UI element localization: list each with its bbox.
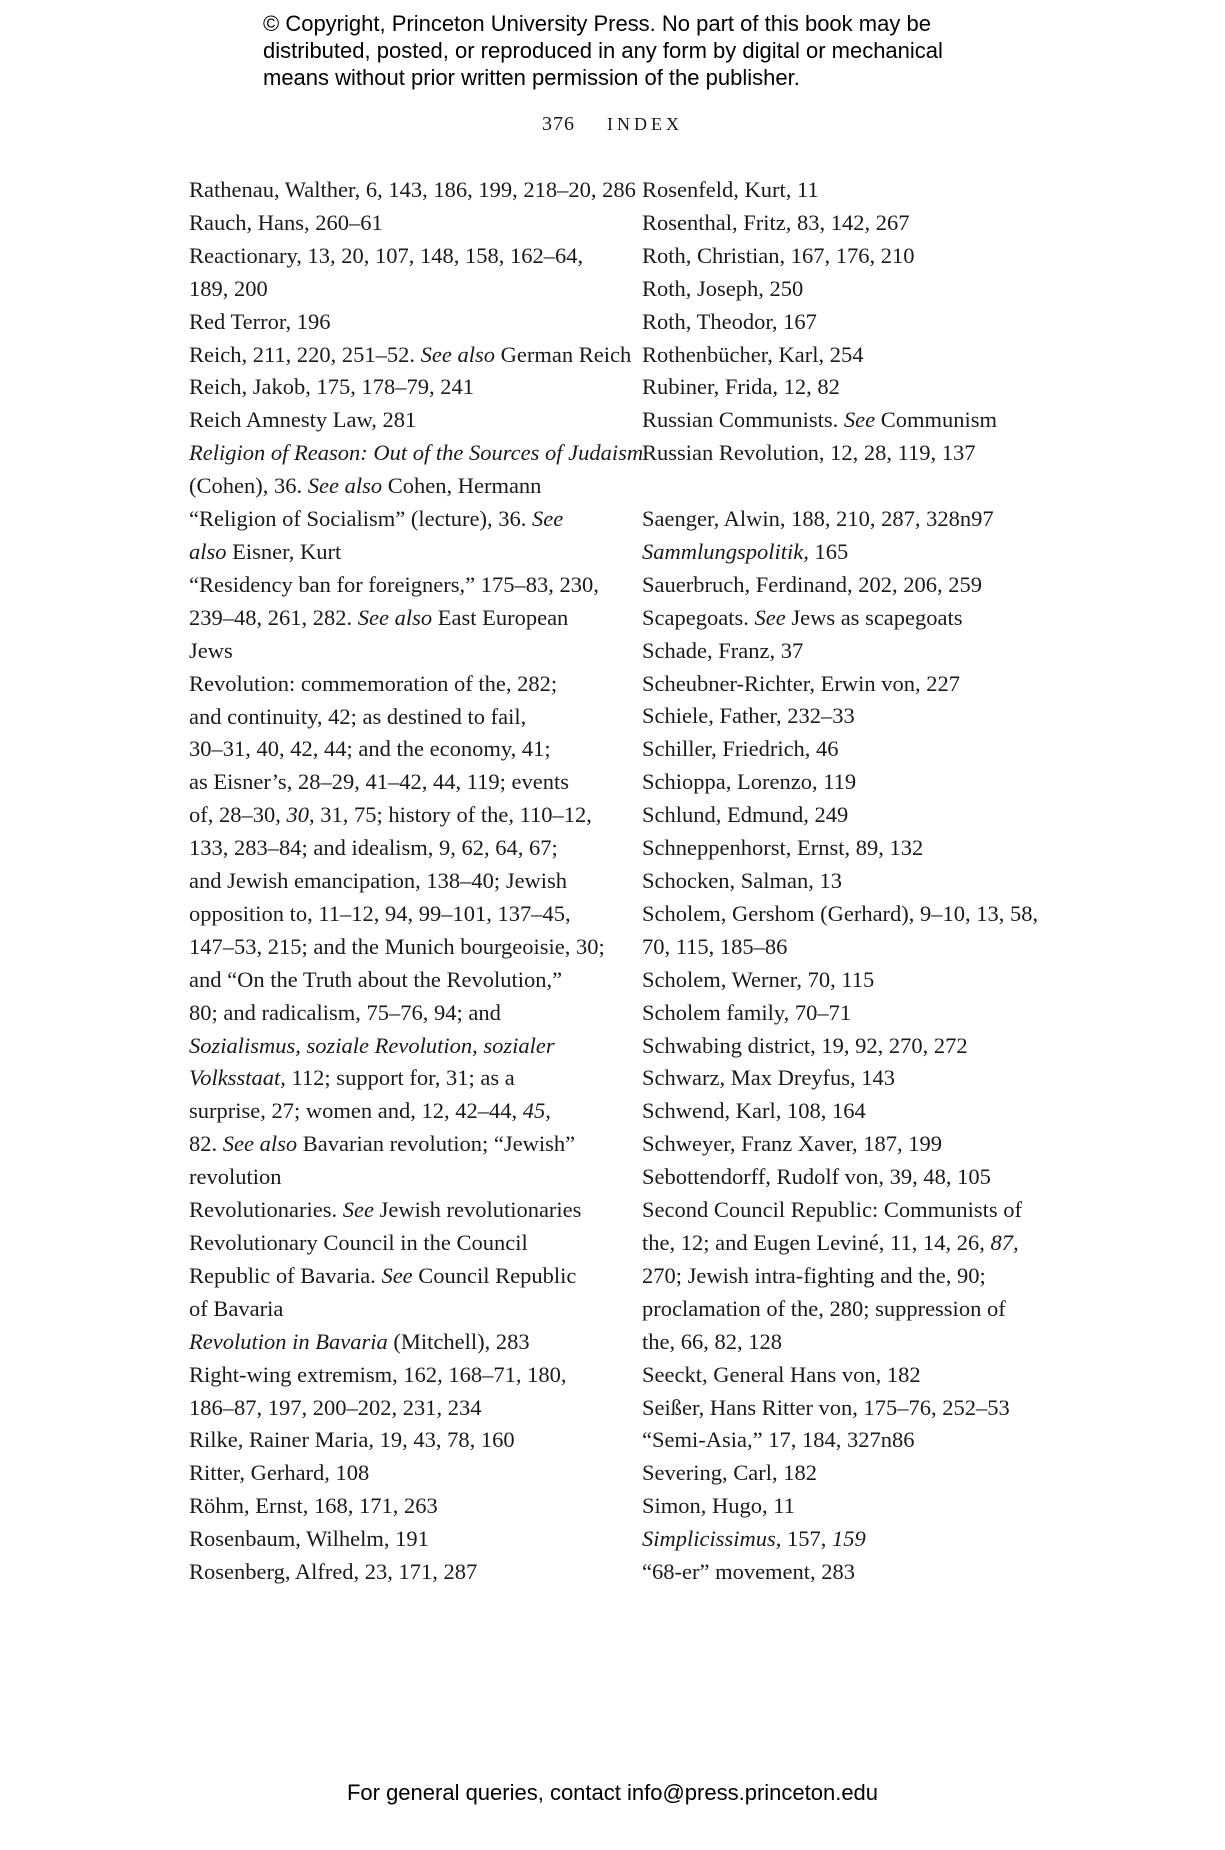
- index-entry: [642, 1392, 1042, 1425]
- entry-text: opposition to, 11–12, 94, 99–101, 137–45,: [189, 900, 571, 926]
- index-entry-line: [189, 339, 632, 372]
- index-entry-line: [642, 240, 1042, 273]
- entry-text: Schwarz, Max Dreyfus, 143: [642, 1065, 896, 1091]
- index-entry: [642, 1161, 1042, 1194]
- entry-text: Eisner, Kurt: [226, 538, 342, 564]
- index-entry-line: [189, 1128, 609, 1161]
- entry-text: Schwend, Karl, 108, 164: [642, 1098, 866, 1124]
- entry-text: 80; and radicalism, 75–76, 94; and: [189, 999, 501, 1025]
- index-entry-line: [189, 207, 609, 240]
- index-entry-line: [642, 766, 1042, 799]
- index-entry-line: [189, 1326, 609, 1359]
- italic-text: Revolution in Bavaria: [189, 1328, 388, 1354]
- entry-text: Saenger, Alwin, 188, 210, 287, 328n97: [642, 506, 994, 532]
- entry-text: Rothenbücher, Karl, 254: [642, 341, 864, 367]
- index-entry: [189, 174, 636, 207]
- entry-text: Sauerbruch, Ferdinand, 202, 206, 259: [642, 571, 982, 597]
- index-entry: [642, 1556, 1042, 1589]
- index-entry: [642, 1424, 1042, 1457]
- index-entry-line: [189, 964, 609, 997]
- index-entry-line: [642, 404, 1042, 437]
- index-entry-line: [642, 1457, 1042, 1490]
- index-entry-line: [642, 174, 1042, 207]
- entry-text: “Residency ban for foreigners,” 175–83, 230,: [189, 571, 599, 597]
- index-entry: [642, 799, 1042, 832]
- entry-text: Cohen, Hermann: [382, 473, 542, 499]
- index-entry-line: [189, 766, 609, 799]
- index-entry-line: [642, 1062, 1042, 1095]
- entry-text: 82.: [189, 1131, 223, 1157]
- entry-text: Scholem, Werner, 70, 115: [642, 966, 875, 992]
- entry-text: surprise, 27; women and, 12, 42–44,: [189, 1098, 523, 1124]
- entry-text: proclamation of the, 280; suppression of: [642, 1295, 1006, 1321]
- index-entry: [642, 371, 1042, 404]
- index-entry-line: [189, 273, 609, 306]
- index-entry-line: [189, 371, 609, 404]
- entry-text: Schweyer, Franz Xaver, 187, 199: [642, 1131, 942, 1157]
- index-entry-line: [189, 733, 609, 766]
- index-entry-line: [189, 668, 609, 701]
- index-entry: [189, 437, 644, 503]
- entry-text: Rosenbaum, Wilhelm, 191: [189, 1526, 429, 1552]
- index-column-left: [189, 174, 644, 1589]
- italic-text: See also: [357, 604, 433, 630]
- entry-text: 189, 200: [189, 275, 268, 301]
- entry-text: 239–48, 261, 282.: [189, 604, 358, 630]
- index-entry: [189, 1424, 609, 1457]
- index-entry-line: [189, 1260, 609, 1293]
- entry-text: Reich, Jakob, 175, 178–79, 241: [189, 374, 474, 400]
- entry-text: Jews: [189, 637, 233, 663]
- italic-text: Religion of Reason: Out of the Sources of Judaism: [189, 440, 644, 466]
- footer-contact: For general queries, contact info@press.princeton.edu: [346, 1780, 879, 1805]
- italic-text: See: [754, 604, 786, 630]
- index-entry-line: [189, 306, 609, 339]
- italic-text: See also: [307, 473, 383, 499]
- entry-text: Revolutionaries.: [189, 1197, 343, 1223]
- index-entry-line: [189, 503, 609, 536]
- italic-text: 45,: [522, 1098, 551, 1124]
- entry-text: Röhm, Ernst, 168, 171, 263: [189, 1493, 438, 1519]
- entry-text: Severing, Carl, 182: [642, 1460, 817, 1486]
- index-entry: [189, 1490, 609, 1523]
- entry-text: Rosenthal, Fritz, 83, 142, 267: [642, 209, 910, 235]
- entry-text: Sebottendorff, Rudolf von, 39, 48, 105: [642, 1164, 991, 1190]
- index-entry-line: [189, 1556, 609, 1589]
- index-entry-line: [642, 273, 1042, 306]
- entry-text: Jewish revolutionaries: [373, 1197, 582, 1223]
- index-entry: [189, 207, 609, 240]
- index-entry-line: [642, 569, 1042, 602]
- index-entry: [642, 1062, 1042, 1095]
- entry-text: 147–53, 215; and the Munich bourgeoisie, 30;: [189, 933, 605, 959]
- index-entry-line: [642, 1392, 1042, 1425]
- italic-text: Sammlungspolitik,: [642, 538, 809, 564]
- entry-text: 157,: [781, 1526, 833, 1552]
- index-entry-line: [189, 1194, 609, 1227]
- index-entry-line: [189, 174, 636, 207]
- entry-text: 112; support for, 31; as a: [285, 1065, 515, 1091]
- index-entry: [642, 569, 1042, 602]
- italic-text: See also: [222, 1131, 298, 1157]
- entry-text: Bavarian revolution; “Jewish”: [297, 1131, 576, 1157]
- index-entry-line: [189, 1293, 609, 1326]
- index-entry-line: [642, 865, 1042, 898]
- index-entry-line: [642, 1227, 1042, 1260]
- letter-group-gap: [642, 470, 1042, 503]
- index-entry-line: [642, 1161, 1042, 1194]
- index-entry: [189, 339, 632, 372]
- index-entry-line: [642, 371, 1042, 404]
- index-entry-line: [642, 339, 1042, 372]
- index-entry: [642, 1095, 1042, 1128]
- entry-text: Russian Communists.: [642, 407, 844, 433]
- index-entry: [642, 635, 1042, 668]
- index-entry-line: [642, 1095, 1042, 1128]
- entry-text: German Reich: [495, 341, 632, 367]
- index-entry-line: [642, 1490, 1042, 1523]
- entry-text: Schneppenhorst, Ernst, 89, 132: [642, 835, 924, 861]
- entry-text: Rosenberg, Alfred, 23, 171, 287: [189, 1559, 478, 1585]
- italic-text: See: [342, 1197, 374, 1223]
- index-entry: [642, 964, 1042, 997]
- index-entry-line: [189, 437, 644, 470]
- index-entry: [642, 207, 1042, 240]
- index-entry-line: [642, 668, 1042, 701]
- entry-text: Schiller, Friedrich, 46: [642, 736, 839, 762]
- entry-text: Scholem, Gershom (Gerhard), 9–10, 13, 58,: [642, 900, 1039, 926]
- index-entry-line: [642, 602, 1042, 635]
- entry-text: the, 12; and Eugen Leviné, 11, 14, 26,: [642, 1229, 991, 1255]
- entry-text: as Eisner’s, 28–29, 41–42, 44, 119; events: [189, 769, 569, 795]
- entry-text: Scapegoats.: [642, 604, 755, 630]
- index-entry-line: [642, 207, 1042, 240]
- index-entry-line: [189, 1424, 609, 1457]
- italic-text: See: [843, 407, 876, 433]
- entry-text: Right-wing extremism, 162, 168–71, 180,: [189, 1361, 567, 1387]
- index-entry-line: [642, 1260, 1042, 1293]
- index-entry-line: [642, 536, 1042, 569]
- index-entry-line: [189, 1359, 609, 1392]
- index-entry-line: [642, 1556, 1042, 1589]
- entry-text: Rosenfeld, Kurt, 11: [642, 177, 819, 202]
- index-entry-line: [642, 1128, 1042, 1161]
- entry-text: 30–31, 40, 42, 44; and the economy, 41;: [189, 736, 551, 762]
- index-entry: [642, 733, 1042, 766]
- index-entry-line: [642, 733, 1042, 766]
- entry-text: Second Council Republic: Communists of: [642, 1197, 1022, 1223]
- section-title: INDEX: [607, 114, 683, 134]
- entry-text: Communism: [875, 407, 998, 433]
- entry-text: Russian Revolution, 12, 28, 119, 137: [642, 440, 976, 466]
- italic-text: 30: [286, 802, 309, 828]
- index-entry-line: [189, 1457, 609, 1490]
- index-entry: [642, 536, 1042, 569]
- entry-text: (Mitchell), 283: [387, 1328, 530, 1354]
- entry-text: “68-er” movement, 283: [642, 1559, 856, 1585]
- entry-text: , 31, 75; history of the, 110–12,: [309, 802, 592, 828]
- entry-text: Schlund, Edmund, 249: [642, 802, 849, 828]
- index-entry: [642, 865, 1042, 898]
- italic-text: also: [189, 538, 227, 564]
- entry-text: Red Terror, 196: [189, 308, 331, 334]
- index-entry: [642, 339, 1042, 372]
- index-entry-line: [189, 1490, 609, 1523]
- entry-text: Republic of Bavaria.: [189, 1262, 382, 1288]
- copyright-notice: [263, 10, 1023, 91]
- index-entry-line: [189, 1227, 609, 1260]
- index-entry: [189, 1227, 609, 1326]
- index-entry-line: [642, 635, 1042, 668]
- italic-text: 159: [832, 1526, 866, 1552]
- copyright-line-2: distributed, posted, or reproduced in any form by digital or mechanical: [263, 38, 943, 63]
- italic-text: Sozialismus, soziale Revolution, sozialer: [189, 1032, 555, 1058]
- entry-text: Reich Amnesty Law, 281: [189, 407, 417, 433]
- entry-text: Revolution: commemoration of the, 282;: [189, 670, 558, 696]
- index-entry-line: [642, 1424, 1042, 1457]
- index-entry-line: [642, 306, 1042, 339]
- index-entry: [189, 1556, 609, 1589]
- index-entry: [642, 832, 1042, 865]
- copyright-line-3: means without prior written permission of the publisher.: [263, 65, 800, 90]
- index-entry: [642, 766, 1042, 799]
- entry-text: Ritter, Gerhard, 108: [189, 1460, 370, 1486]
- italic-text: See: [532, 506, 564, 532]
- index-entry-line: [189, 701, 609, 734]
- entry-text: revolution: [189, 1164, 282, 1190]
- index-entry-line: [189, 470, 609, 503]
- entry-text: 186–87, 197, 200–202, 231, 234: [189, 1394, 482, 1420]
- index-entry-line: [189, 799, 609, 832]
- entry-text: Simon, Hugo, 11: [642, 1493, 795, 1519]
- entry-text: Reactionary, 13, 20, 107, 148, 158, 162–64,: [189, 242, 584, 268]
- index-entry-line: [189, 404, 609, 437]
- index-entry-line: [189, 240, 609, 273]
- index-entry-line: [642, 437, 1042, 470]
- italic-text: Simplicissimus,: [642, 1526, 782, 1552]
- index-entry: [642, 273, 1042, 306]
- index-entry-line: [642, 1194, 1042, 1227]
- index-entry: [189, 306, 609, 339]
- index-entry-line: [642, 1030, 1042, 1063]
- index-entry-line: [642, 964, 1042, 997]
- entry-text: Seeckt, General Hans von, 182: [642, 1361, 921, 1387]
- index-entry: [642, 668, 1042, 701]
- entry-text: Scheubner-Richter, Erwin von, 227: [642, 670, 960, 696]
- index-entry: [642, 1030, 1042, 1063]
- index-entry: [189, 404, 609, 437]
- index-entry-line: [189, 832, 609, 865]
- entry-text: Revolutionary Council in the Council: [189, 1230, 528, 1255]
- index-entry: [642, 1523, 1042, 1556]
- index-entry: [189, 668, 609, 1195]
- index-entry-line: [189, 898, 609, 931]
- entry-text: Jews as scapegoats: [785, 604, 963, 630]
- index-entry-line: [642, 898, 1042, 931]
- entry-text: Rathenau, Walther, 6, 143, 186, 199, 218–20, 286: [189, 177, 636, 202]
- index-entry: [642, 404, 1042, 437]
- index-entry: [642, 1128, 1042, 1161]
- italic-text: 87,: [990, 1229, 1019, 1255]
- index-entry-line: [642, 1326, 1042, 1359]
- index-entry-line: [189, 1392, 609, 1425]
- entry-text: Roth, Christian, 167, 176, 210: [642, 242, 915, 268]
- index-entry: [189, 1359, 609, 1425]
- italic-text: Volksstaat,: [189, 1065, 286, 1091]
- entry-text: the, 66, 82, 128: [642, 1328, 782, 1354]
- index-entry-line: [189, 1095, 609, 1128]
- index-entry-line: [642, 799, 1042, 832]
- entry-text: Schade, Franz, 37: [642, 637, 804, 663]
- index-entry: [642, 997, 1042, 1030]
- entry-text: and “On the Truth about the Revolution,”: [189, 966, 563, 992]
- index-entry-line: [642, 997, 1042, 1030]
- index-entry: [642, 240, 1042, 273]
- entry-text: Schiele, Father, 232–33: [642, 703, 855, 729]
- entry-text: Rilke, Rainer Maria, 19, 43, 78, 160: [189, 1427, 515, 1453]
- index-entry: [189, 1457, 609, 1490]
- entry-text: Scholem family, 70–71: [642, 999, 852, 1025]
- index-entry-line: [642, 1293, 1042, 1326]
- index-entry-line: [189, 1161, 609, 1194]
- entry-text: of, 28–30,: [189, 802, 287, 828]
- entry-text: Reich, 211, 220, 251–52.: [189, 341, 421, 367]
- index-entry-line: [642, 832, 1042, 865]
- index-entry: [642, 503, 1042, 536]
- index-column-right: [642, 174, 1042, 1589]
- index-entry: [642, 898, 1042, 964]
- entry-text: and continuity, 42; as destined to fail,: [189, 703, 527, 729]
- entry-text: 165: [808, 538, 849, 564]
- index-entry: [189, 1523, 609, 1556]
- entry-text: Rubiner, Frida, 12, 82: [642, 374, 840, 400]
- index-entry-line: [189, 997, 609, 1030]
- index-entry-line: [642, 931, 1042, 964]
- entry-text: Rauch, Hans, 260–61: [189, 209, 383, 235]
- entry-text: (Cohen), 36.: [189, 473, 308, 499]
- index-entry-line: [189, 569, 609, 602]
- entry-text: Council Republic: [412, 1262, 577, 1288]
- index-entry-line: [642, 503, 1042, 536]
- entry-text: “Religion of Socialism” (lecture), 36.: [189, 506, 533, 532]
- entry-text: 133, 283–84; and idealism, 9, 62, 64, 67;: [189, 835, 558, 861]
- index-entry: [189, 1194, 609, 1227]
- index-entry-line: [189, 602, 609, 635]
- index-entry: [189, 1326, 609, 1359]
- entry-text: 270; Jewish intra-fighting and the, 90;: [642, 1262, 986, 1288]
- index-entry: [642, 1490, 1042, 1523]
- index-entry: [189, 569, 609, 668]
- entry-text: Schwabing district, 19, 92, 270, 272: [642, 1032, 968, 1058]
- index-entry-line: [189, 1030, 609, 1063]
- index-entry-line: [642, 1359, 1042, 1392]
- index-entry: [642, 1457, 1042, 1490]
- entry-text: East European: [432, 604, 569, 630]
- index-entry: [642, 174, 1042, 207]
- index-entry: [642, 306, 1042, 339]
- entry-text: Roth, Joseph, 250: [642, 275, 804, 301]
- index-entry-line: [642, 700, 1042, 733]
- index-entry-line: [189, 635, 609, 668]
- index-entry: [642, 602, 1042, 635]
- running-head: [0, 113, 1225, 136]
- entry-text: Seißer, Hans Ritter von, 175–76, 252–53: [642, 1394, 1010, 1420]
- entry-text: and Jewish emancipation, 138–40; Jewish: [189, 868, 568, 894]
- entry-text: 70, 115, 185–86: [642, 933, 788, 959]
- index-entry-line: [189, 1062, 609, 1095]
- index-entry-line: [189, 931, 609, 964]
- entry-text: Schioppa, Lorenzo, 119: [642, 769, 857, 795]
- index-entry: [189, 503, 609, 569]
- entry-text: of Bavaria: [189, 1295, 284, 1321]
- index-entry: [189, 371, 609, 404]
- entry-text: Roth, Theodor, 167: [642, 308, 817, 334]
- index-entry: [189, 240, 609, 306]
- italic-text: See: [381, 1262, 413, 1288]
- copyright-line-1: © Copyright, Princeton University Press. No part of this book may be: [263, 11, 931, 36]
- index-entry-line: [189, 536, 609, 569]
- entry-text: “Semi-Asia,” 17, 184, 327n86: [642, 1427, 915, 1453]
- italic-text: See also: [420, 341, 496, 367]
- index-entry: [642, 1194, 1042, 1359]
- page-number: 376: [542, 113, 575, 135]
- index-entry-line: [642, 1523, 1042, 1556]
- index-entry: [642, 700, 1042, 733]
- entry-text: Schocken, Salman, 13: [642, 868, 842, 894]
- index-entry-line: [189, 1523, 609, 1556]
- index-entry: [642, 1359, 1042, 1392]
- index-entry: [642, 437, 1042, 470]
- index-entry-line: [189, 865, 609, 898]
